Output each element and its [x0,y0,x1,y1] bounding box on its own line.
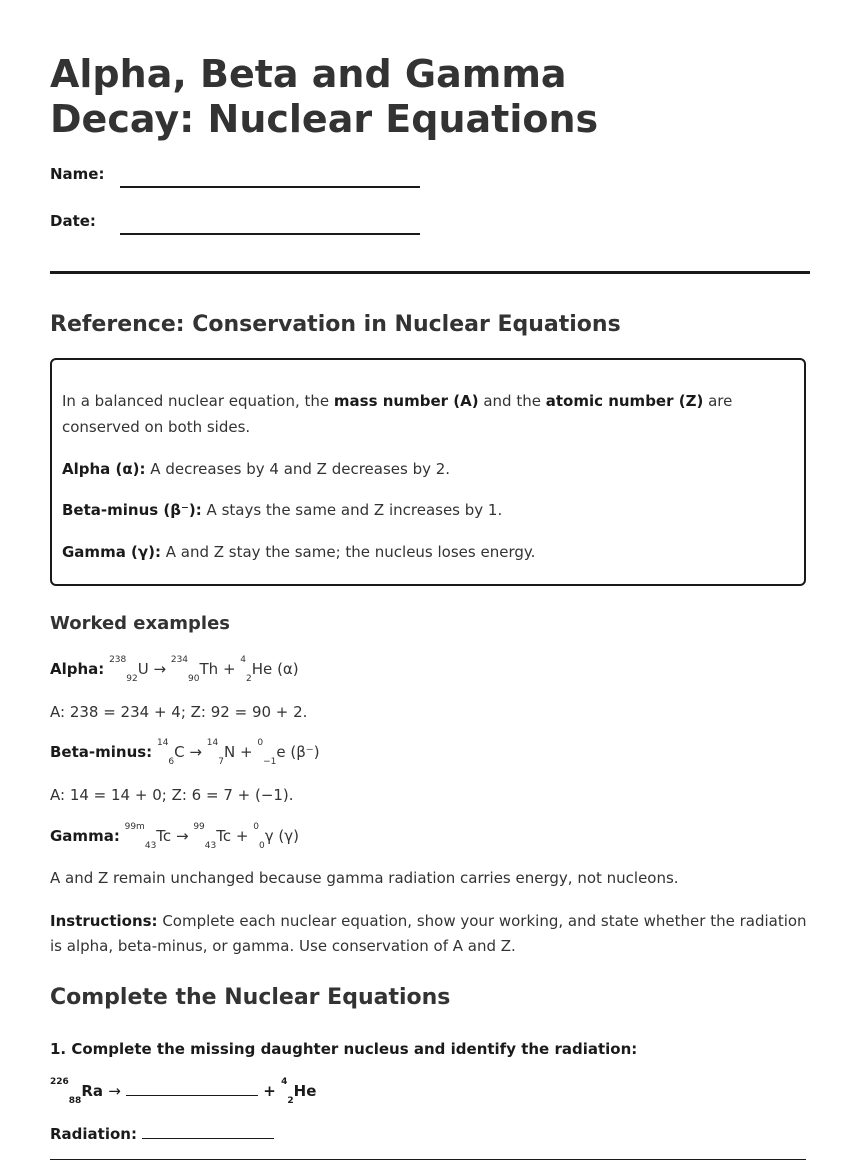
plus-sign: + [263,1082,276,1100]
alpha-example-label: Alpha: [50,660,105,678]
thorium-atomic-number: 90 [188,674,200,684]
gamma-rule-label: Gamma (γ): [62,543,161,561]
uranium-mass-number: 238 [109,655,127,665]
alpha-rule [62,456,450,482]
helium-atomic-number: 2 [287,1096,294,1106]
alpha-tag: (α) [277,660,299,678]
uranium-atomic-number: 92 [126,674,138,684]
helium-mass-number: 4 [240,655,247,665]
plus-sign: + [222,660,236,678]
date-field[interactable] [120,233,420,235]
beta-check: A: 14 = 14 + 0; Z: 6 = 7 + (−1). [50,786,294,804]
electron-charge-number: −1 [263,757,277,767]
radium-mass-number: 226 [50,1077,69,1087]
gamma-mass-number: 0 [253,822,259,832]
reaction-arrow: → [153,660,167,678]
technetium-99m-mass-number: 99m [124,822,145,832]
reaction-arrow: → [108,1082,121,1100]
gamma-atomic-number: 0 [258,841,265,851]
alpha-example [50,655,299,684]
beta-rule [62,497,502,523]
nitrogen-atomic-number: 7 [218,757,224,767]
plus-sign: + [239,743,253,761]
working-line[interactable] [50,1159,806,1160]
daughter-nucleus-blank[interactable] [126,1081,258,1096]
technetium-99m-atomic-number: 43 [144,841,157,851]
alpha-rule-text: A decreases by 4 and Z decreases by 2. [145,460,451,478]
gamma-note: A and Z remain unchanged because gamma radiation carries energy, not nucleons. [50,869,679,887]
alpha-rule-label: Alpha (α): [62,460,146,478]
helium-mass-number: 4 [281,1077,288,1087]
technetium-mass-number: 99 [193,822,205,832]
instructions-text: Complete each nuclear equation, show your working, and state whether the radiation is alpha, beta-minus, or gamma. Use conservation of A and Z. [50,912,807,955]
carbon-mass-number: 14 [156,738,169,748]
gamma-example [50,822,299,851]
helium-atomic-number: 2 [246,674,252,684]
gamma-example-label: Gamma: [50,827,120,845]
gamma-rule-text: A and Z stay the same; the nucleus loses energy. [160,543,536,561]
carbon-symbol: C [174,743,185,761]
nitrogen-symbol: N [223,743,236,761]
radiation-label: Radiation: [50,1125,137,1143]
instructions [50,909,815,959]
radiation-blank[interactable] [142,1124,274,1139]
beta-example-label: Beta-minus: [50,743,153,761]
technetium-symbol: Tc [216,827,232,845]
exercise-heading: Complete the Nuclear Equations [50,985,451,1010]
name-label: Name: [50,165,105,183]
beta-rule-text: A stays the same and Z increases by 1. [201,501,503,519]
question-1-equation [50,1077,317,1106]
plus-sign: + [235,827,249,845]
gamma-rule [62,539,535,565]
thorium-symbol: Th [199,660,219,678]
intro-text-2: and the [478,392,546,410]
page-title: Alpha, Beta and Gamma Decay: Nuclear Equations [50,52,599,141]
radiation-row [50,1124,274,1143]
reference-intro [62,388,792,440]
name-field[interactable] [120,186,420,188]
electron-symbol: e [276,743,286,761]
beta-example [50,738,320,767]
intro-atomic-number: atomic number (Z) [545,392,704,410]
reference-heading: Reference: Conservation in Nuclear Equations [50,312,621,337]
nitrogen-mass-number: 14 [206,738,219,748]
technetium-atomic-number: 43 [204,841,217,851]
question-1-prompt: 1. Complete the missing daughter nucleus and identify the radiation: [50,1040,638,1058]
date-label: Date: [50,212,96,230]
thorium-mass-number: 234 [170,655,189,665]
header-divider [50,271,810,274]
helium-symbol: He [251,660,273,678]
gamma-symbol: γ [264,827,274,845]
alpha-check: A: 238 = 234 + 4; Z: 92 = 90 + 2. [50,703,308,721]
radium-symbol: Ra [81,1082,104,1100]
beta-rule-label: Beta-minus (β⁻): [62,501,202,519]
instructions-label: Instructions: [50,912,158,930]
technetium-99m-symbol: Tc [156,827,172,845]
intro-text-3: are conserved on both sides. [62,392,733,436]
intro-mass-number: mass number (A) [333,392,479,410]
electron-mass-number: 0 [257,738,264,748]
radium-atomic-number: 88 [68,1096,82,1106]
gamma-tag: (γ) [278,827,299,845]
reference-box [50,358,806,586]
reaction-arrow: → [175,827,189,845]
uranium-symbol: U [137,660,149,678]
beta-tag: (β⁻) [290,743,320,761]
carbon-atomic-number: 6 [168,757,175,767]
worked-examples-heading: Worked examples [50,613,230,634]
intro-text-1: In a balanced nuclear equation, the [62,392,334,410]
helium-symbol: He [293,1082,317,1100]
reaction-arrow: → [189,743,202,761]
